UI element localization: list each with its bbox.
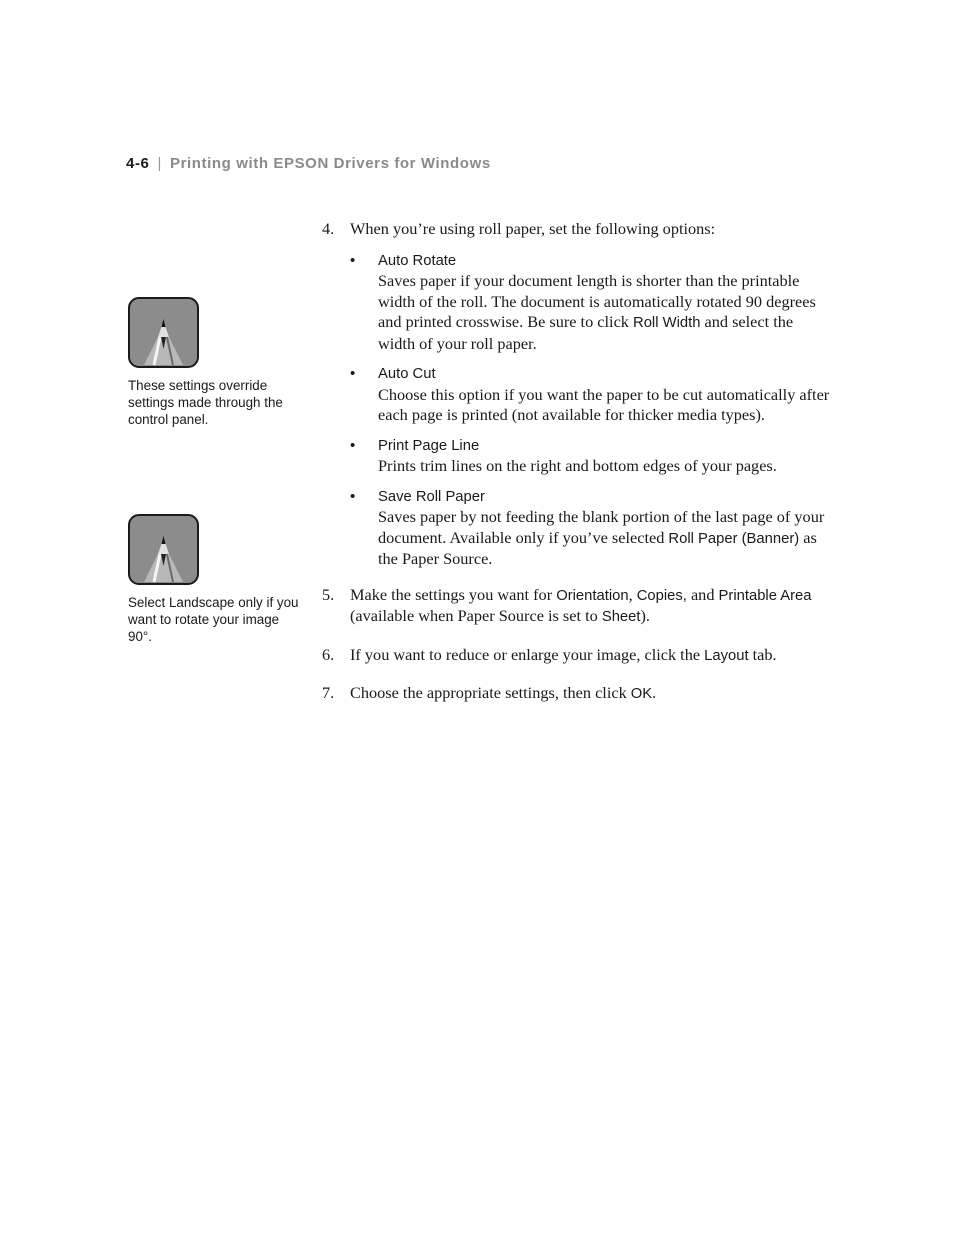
ui-term: Layout <box>704 647 749 664</box>
option-title: Print Page Line <box>378 437 480 454</box>
ui-term: Printable Area <box>718 587 812 604</box>
step-text: . <box>652 683 657 702</box>
step-text: Choose the appropriate settings, then click <box>350 683 631 702</box>
pencil-icon <box>128 297 199 368</box>
note-text: Select <box>128 595 169 610</box>
note-text: only if you want to rotate your image 90°. <box>128 595 299 644</box>
step-text: tab. <box>748 644 777 664</box>
list-item <box>350 487 832 570</box>
bullet-marker: • <box>350 487 356 505</box>
list-item <box>350 251 832 355</box>
step-text: and <box>686 584 719 604</box>
option-desc: as the Paper Source. <box>378 527 817 568</box>
ui-term: OK <box>630 686 653 702</box>
option-desc: and select the width of your roll paper. <box>378 312 794 353</box>
bullet-marker: • <box>350 436 356 454</box>
option-term: Roll Width <box>633 315 701 331</box>
step-5 <box>322 585 832 628</box>
step-text: (available when Paper Source is set to <box>350 606 602 625</box>
step-4 <box>322 219 832 570</box>
list-item <box>350 364 832 426</box>
option-list <box>350 251 832 570</box>
ui-term: Copies, <box>636 587 687 604</box>
step-6 <box>322 645 832 667</box>
running-header <box>126 155 491 172</box>
main-content <box>322 219 832 705</box>
page-number: 4-6 <box>126 155 150 172</box>
step-text: If you want to reduce or enlarge your image, click the <box>350 644 705 664</box>
step-7 <box>322 683 832 705</box>
step-text: , <box>628 584 637 604</box>
pencil-icon <box>128 514 199 585</box>
bullet-marker: • <box>350 365 356 382</box>
step-number: 4. <box>322 219 335 238</box>
option-desc: Choose this option if you want the paper to be cut automatically after each page is printed (not available for thicker media types). <box>378 384 830 424</box>
option-desc: Saves paper if your document length is shorter than the printable width of the roll. The document is automatically rotated 90 degrees and printed crosswise. Be sure to click <box>378 271 816 331</box>
option-title: Save Roll Paper <box>378 488 485 505</box>
step-number: 7. <box>322 683 335 702</box>
step-number: 6. <box>322 644 335 664</box>
option-desc: Prints trim lines on the right and bottom edges of your pages. <box>378 456 777 475</box>
step-text: ). <box>640 606 650 625</box>
sidebar-note-1: These settings override settings made through the control panel. <box>128 378 283 427</box>
list-item <box>350 436 832 477</box>
chapter-title: Printing with EPSON Drivers for Windows <box>169 155 491 172</box>
option-term: Roll Paper (Banner) <box>668 530 800 547</box>
sidebar-note-2 <box>128 594 303 645</box>
step-number: 5. <box>322 584 335 604</box>
bullet-marker: • <box>350 251 356 269</box>
step-text: Make the settings you want for <box>350 584 557 604</box>
ui-term: Orientation <box>556 587 629 604</box>
step-text: When you’re using roll paper, set the following options: <box>350 219 716 238</box>
option-desc: Saves paper by not feeding the blank portion of the last page of your document. Available only if you’ve selected <box>378 507 825 547</box>
option-title: Auto Cut <box>378 366 436 382</box>
option-title: Auto Rotate <box>378 252 457 269</box>
ui-term: Sheet <box>601 609 641 625</box>
note-term: Landscape <box>168 595 235 610</box>
header-separator: | <box>157 155 162 172</box>
